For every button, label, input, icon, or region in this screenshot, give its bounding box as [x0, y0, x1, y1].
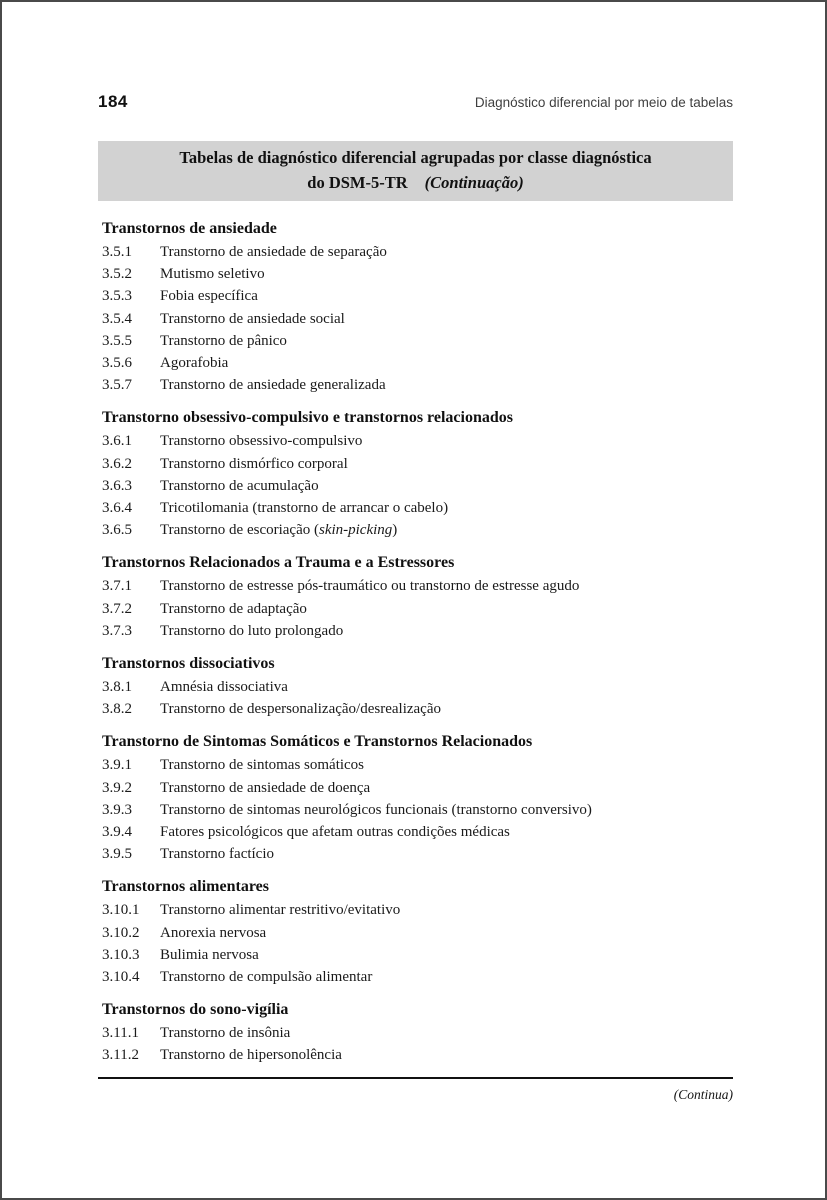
item-label: Tricotilomania (transtorno de arrancar o cabelo): [160, 500, 449, 517]
diagnostic-class-section: [98, 988, 733, 1066]
table-row: [98, 519, 733, 541]
table-row: [98, 308, 733, 330]
table-title-bar: [98, 141, 733, 201]
page-content: [2, 92, 825, 1103]
item-number: 3.5.7: [102, 377, 132, 394]
item-label: Transtorno de sintomas neurológicos funcionais (transtorno conversivo): [160, 801, 592, 818]
table-row: [98, 1044, 733, 1066]
item-label: Transtorno de insônia: [160, 1025, 291, 1042]
item-number: 3.7.3: [102, 622, 132, 639]
item-number: 3.10.3: [102, 946, 140, 963]
sections-list: [98, 207, 733, 1067]
diagnostic-class-section: [98, 396, 733, 541]
item-label: Mutismo seletivo: [160, 266, 265, 283]
item-number: 3.10.2: [102, 924, 140, 941]
item-label: Transtorno de escoriação (skin-picking): [160, 522, 398, 539]
table-row: [98, 843, 733, 865]
item-number: 3.9.1: [102, 757, 132, 774]
item-number: 3.6.1: [102, 433, 132, 450]
table-title-line2: [108, 174, 723, 192]
item-number: 3.9.5: [102, 846, 132, 863]
item-number: 3.8.2: [102, 701, 132, 718]
item-number: 3.5.4: [102, 310, 132, 327]
diagnostic-class-section: [98, 865, 733, 988]
item-label: Transtorno de sintomas somáticos: [160, 757, 365, 774]
item-number: 3.11.2: [102, 1047, 139, 1064]
table-row: [98, 285, 733, 307]
item-label: Transtorno do luto prolongado: [160, 622, 344, 639]
table-row: [98, 899, 733, 921]
item-number: 3.6.5: [102, 522, 132, 539]
table-row: [98, 241, 733, 263]
table-row: [98, 777, 733, 799]
item-number: 3.7.2: [102, 600, 132, 617]
table-row: [98, 352, 733, 374]
table-row: [98, 430, 733, 452]
diagnostic-class-section: [98, 541, 733, 642]
table-title-line2-main: do DSM-5-TR: [307, 173, 408, 192]
item-label: Transtorno de compulsão alimentar: [160, 969, 373, 986]
item-label: Transtorno de pânico: [160, 332, 287, 349]
item-label: Anorexia nervosa: [160, 924, 267, 941]
item-label: Transtorno dismórfico corporal: [160, 455, 348, 472]
section-heading: Transtornos Relacionados a Trauma e a Estressores: [102, 554, 455, 572]
item-label: Transtorno de adaptação: [160, 600, 307, 617]
item-number: 3.5.1: [102, 244, 132, 260]
table-title-line1: Tabelas de diagnóstico diferencial agrupadas por classe diagnóstica: [179, 148, 652, 167]
item-number: 3.5.3: [102, 288, 132, 305]
diagnostic-class-section: [98, 720, 733, 865]
table-row: [98, 1022, 733, 1044]
section-heading: Transtornos do sono-vigília: [102, 1001, 289, 1019]
diagnostic-class-section: [98, 207, 733, 396]
table-row: [98, 598, 733, 620]
table-row: [98, 944, 733, 966]
item-label: Amnésia dissociativa: [160, 679, 288, 696]
item-number: 3.9.2: [102, 779, 132, 796]
item-label: Bulimia nervosa: [160, 946, 259, 963]
item-label: Transtorno factício: [160, 846, 275, 863]
section-heading: Transtornos alimentares: [102, 878, 269, 896]
item-number: 3.6.2: [102, 455, 132, 472]
item-label: Transtorno de ansiedade de separação: [160, 244, 387, 260]
table-row: [98, 263, 733, 285]
table-row: [98, 475, 733, 497]
section-heading: Transtornos dissociativos: [102, 655, 275, 673]
item-number: 3.5.6: [102, 355, 132, 372]
item-number: 3.6.3: [102, 477, 132, 494]
table-title-continuation: (Continuação): [424, 173, 524, 192]
item-label: Fobia específica: [160, 288, 258, 305]
section-heading: Transtorno obsessivo-compulsivo e transtornos relacionados: [102, 409, 513, 427]
page-number: 184: [98, 92, 128, 111]
item-number: 3.5.5: [102, 332, 132, 349]
item-label: Transtorno alimentar restritivo/evitativo: [160, 902, 401, 919]
table-row: [98, 922, 733, 944]
table-row: [98, 374, 733, 396]
item-label: Agorafobia: [160, 355, 229, 372]
table-row: [98, 821, 733, 843]
item-number: 3.8.1: [102, 679, 132, 696]
bottom-rule: [98, 1077, 733, 1079]
item-label: Transtorno de ansiedade generalizada: [160, 377, 386, 394]
table-row: [98, 620, 733, 642]
diagnostic-class-section: [98, 642, 733, 720]
table-row: [98, 330, 733, 352]
item-label: Transtorno obsessivo-compulsivo: [160, 433, 363, 450]
item-label: Fatores psicológicos que afetam outras condições médicas: [160, 824, 510, 841]
item-label: Transtorno de ansiedade social: [160, 310, 345, 327]
running-header: [98, 92, 733, 112]
item-label: Transtorno de estresse pós-traumático ou transtorno de estresse agudo: [160, 578, 580, 595]
running-head-title: Diagnóstico diferencial por meio de tabelas: [474, 95, 733, 110]
item-label: Transtorno de acumulação: [160, 477, 319, 494]
table-row: [98, 676, 733, 698]
section-heading: Transtorno de Sintomas Somáticos e Transtornos Relacionados: [102, 733, 533, 751]
table-row: [98, 799, 733, 821]
item-number: 3.9.4: [102, 824, 132, 841]
item-number: 3.10.4: [102, 969, 140, 986]
item-number: 3.7.1: [102, 578, 132, 595]
table-row: [98, 698, 733, 720]
item-label: Transtorno de despersonalização/desrealização: [160, 701, 441, 718]
item-label: Transtorno de hipersonolência: [160, 1047, 342, 1064]
item-number: 3.11.1: [102, 1025, 139, 1042]
item-number: 3.9.3: [102, 801, 132, 818]
item-number: 3.5.2: [102, 266, 132, 283]
item-label: Transtorno de ansiedade de doença: [160, 779, 371, 796]
continua-note: (Continua): [673, 1086, 733, 1102]
table-row: [98, 966, 733, 988]
table-row: [98, 575, 733, 597]
section-heading: Transtornos de ansiedade: [102, 220, 277, 237]
item-number: 3.10.1: [102, 902, 140, 919]
table-row: [98, 497, 733, 519]
table-row: [98, 754, 733, 776]
table-row: [98, 453, 733, 475]
item-number: 3.6.4: [102, 500, 132, 517]
